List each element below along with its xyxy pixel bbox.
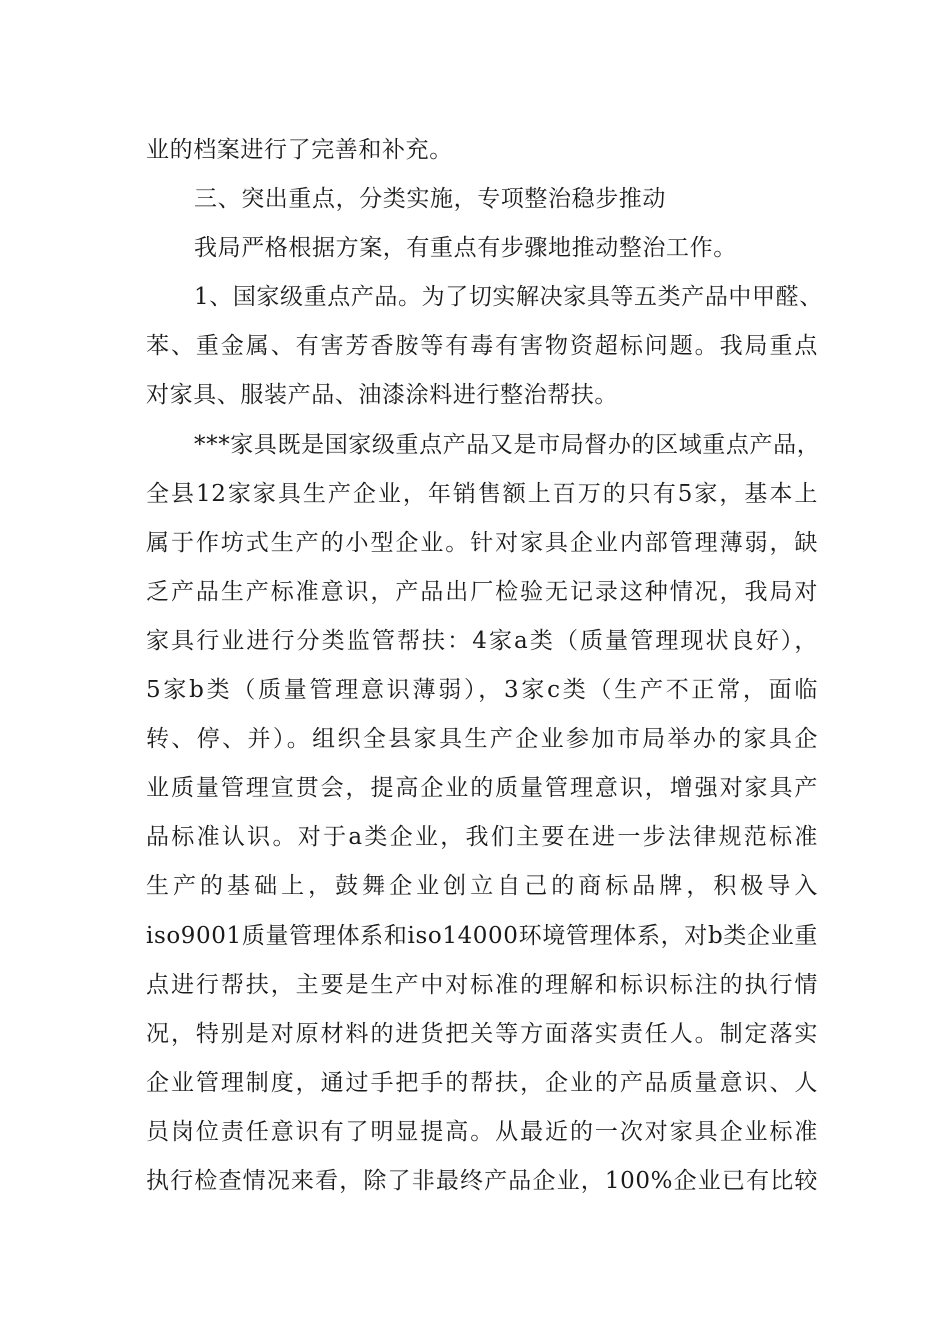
text-line-1: 业的档案进行了完善和补充。 — [146, 137, 453, 163]
text-line-13: 转、停、并）。组织全县家具生产企业参加市局举办的家具企 — [146, 726, 818, 753]
section-heading: 三、突出重点，分类实施，专项整治稳步推动 — [194, 186, 666, 213]
text-line-21: 员岗位责任意识有了明显提高。从最近的一次对家具企业标准 — [146, 1118, 818, 1145]
text-line-8: 全县12家家具生产企业，年销售额上百万的只有5家，基本上 — [146, 480, 818, 507]
text-line-19: 况，特别是对原材料的进货把关等方面落实责任人。制定落实 — [146, 1020, 818, 1047]
text-line-22: 执行检查情况来看，除了非最终产品企业，100%企业已有比较 — [146, 1167, 818, 1194]
text-line-6: 对家具、服装产品、油漆涂料进行整治帮扶。 — [146, 382, 618, 409]
text-line-17: iso9001质量管理体系和iso14000环境管理体系，对b类企业重 — [146, 922, 818, 949]
text-line-4: 1、国家级重点产品。为了切实解决家具等五类产品中甲醛、 — [194, 284, 823, 311]
text-line-7: ***家具既是国家级重点产品又是市局督办的区域重点产品， — [194, 431, 821, 458]
text-line-9: 属于作坊式生产的小型企业。针对家具企业内部管理薄弱，缺 — [146, 529, 818, 556]
text-line-18: 点进行帮扶，主要是生产中对标准的理解和标识标注的执行情 — [146, 971, 818, 998]
text-line-16: 生产的基础上，鼓舞企业创立自己的商标品牌，积极导入 — [146, 873, 818, 900]
text-line-20: 企业管理制度，通过手把手的帮扶，企业的产品质量意识、人 — [146, 1069, 818, 1096]
text-line-3: 我局严格根据方案，有重点有步骤地推动整治工作。 — [194, 235, 737, 262]
text-line-12: 5家b类（质量管理意识薄弱），3家c类（生产不正常，面临 — [146, 677, 818, 704]
text-line-5: 苯、重金属、有害芳香胺等有毒有害物资超标问题。我局重点 — [146, 333, 818, 360]
text-line-15: 品标准认识。对于a类企业，我们主要在进一步法律规范标准 — [146, 824, 818, 851]
text-line-10: 乏产品生产标准意识，产品出厂检验无记录这种情况，我局对 — [146, 578, 818, 605]
document-body — [146, 126, 823, 1206]
text-line-11: 家具行业进行分类监管帮扶：4家a类（质量管理现状良好）， — [146, 627, 818, 654]
text-line-14: 业质量管理宣贯会，提高企业的质量管理意识，增强对家具产 — [146, 775, 818, 802]
